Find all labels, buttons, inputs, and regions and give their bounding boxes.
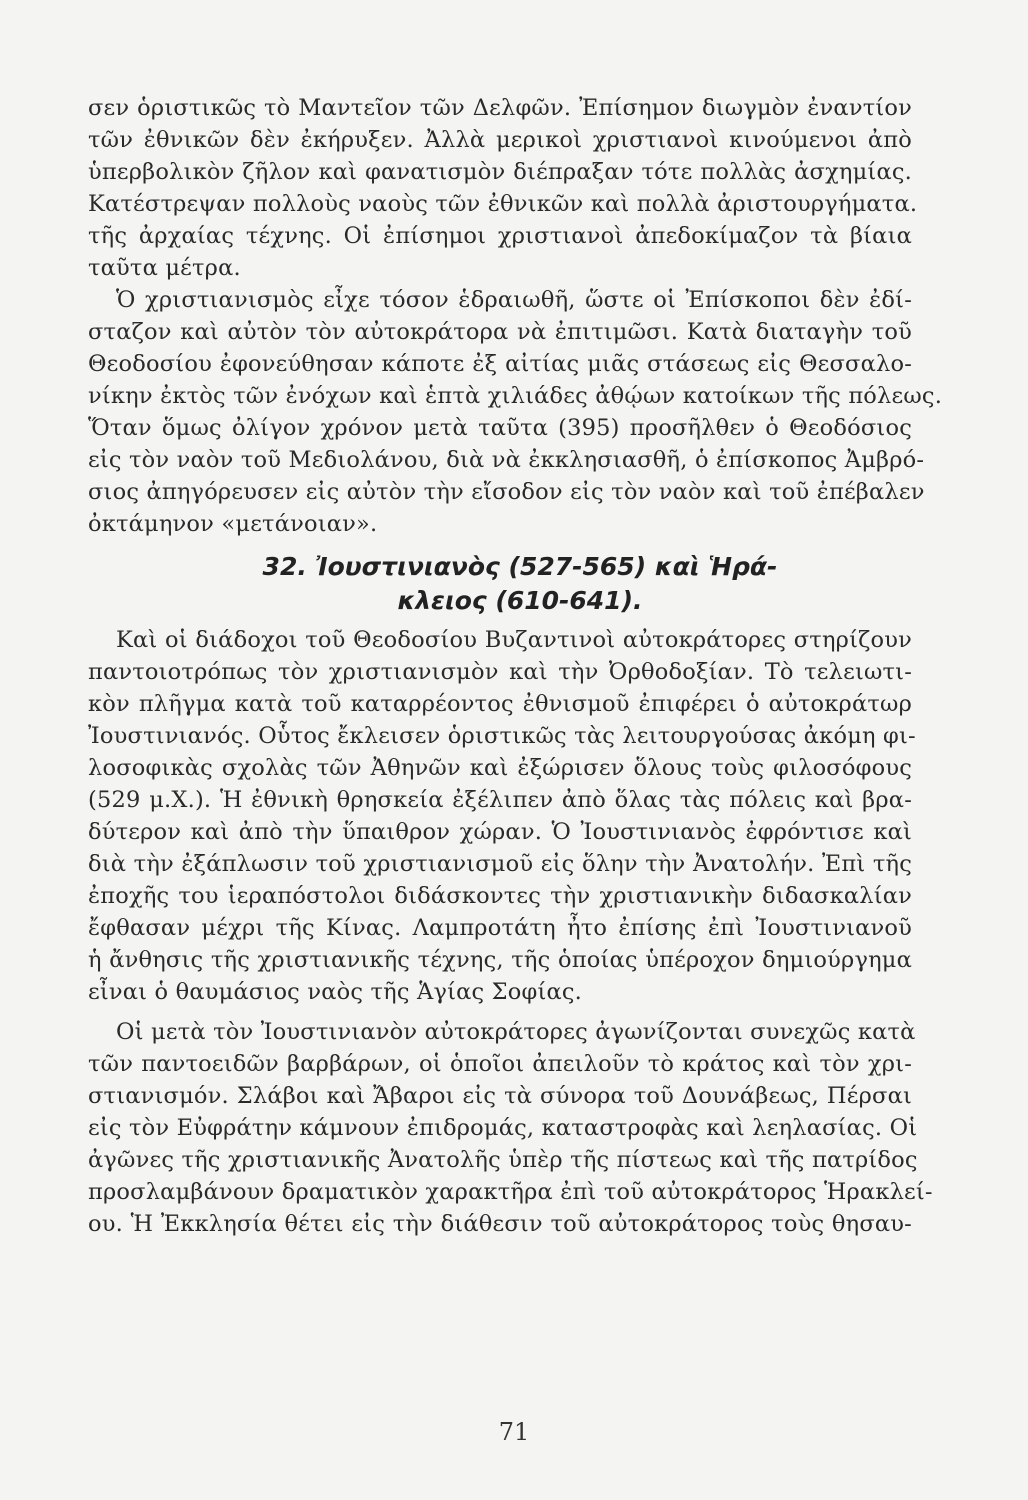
text-line: ὀκτάμηνον «μετάνοιαν». (88, 511, 378, 537)
text-line: παντοιοτρόπως τὸν χριστιανισμὸν καὶ τὴν Ὀρθοδοξίαν. Τὸ τελειωτι- (88, 659, 912, 685)
section-heading-line: 32. Ἰουστινιανὸς (527-565) καὶ Ἡρά- (262, 552, 778, 581)
text-line: τῆς ἀρχαίας τέχνης. Οἱ ἐπίσημοι χριστιανοὶ ἀπεδοκίμαζον τὰ βίαια (88, 223, 912, 249)
text-line: διὰ τὴν ἐξάπλωσιν τοῦ χριστιανισμοῦ εἰς ὅλην τὴν Ἀνατολήν. Ἐπὶ τῆς (88, 851, 912, 877)
text-line: ἔφθασαν μέχρι τῆς Κίνας. Λαμπροτάτη ἦτο ἐπίσης ἐπὶ Ἰουστινιανοῦ (88, 915, 912, 941)
text-line: προσλαμβάνουν δραματικὸν χαρακτῆρα ἐπὶ τοῦ αὐτοκράτορος Ἡρακλεί- (88, 1179, 933, 1205)
text-line: Ἰουστινιανός. Οὗτος ἔκλεισεν ὁριστικῶς τὰς λειτουργούσας ἀκόμη φι- (88, 723, 916, 749)
text-line: εἰς τὸν ναὸν τοῦ Μεδιολάνου, διὰ νὰ ἐκκλησιασθῆ, ὁ ἐπίσκοπος Ἀμβρό- (88, 447, 925, 473)
text-line: εἶναι ὁ θαυμάσιος ναὸς τῆς Ἁγίας Σοφίας. (88, 979, 583, 1005)
text-line: κὸν πλῆγμα κατὰ τοῦ καταρρέοντος ἐθνισμοῦ ἐπιφέρει ὁ αὐτοκράτωρ (88, 691, 912, 717)
text-line: Κατέστρεψαν πολλοὺς ναοὺς τῶν ἐθνικῶν καὶ πολλὰ ἀριστουργήματα. (88, 191, 918, 217)
text-line: ἐποχῆς του ἱεραπόστολοι διδάσκοντες τὴν χριστιανικὴν διδασκαλίαν (88, 883, 912, 909)
text-line: Ὁ χριστιανισμὸς εἶχε τόσον ἑδραιωθῆ, ὥστε οἱ Ἐπίσκοποι δὲν ἐδί- (116, 287, 912, 313)
text-line: δύτερον καὶ ἀπὸ τὴν ὕπαιθρον χώραν. Ὁ Ἰουστινιανὸς ἐφρόντισε καὶ (88, 819, 912, 845)
text-line: τῶν ἐθνικῶν δὲν ἐκήρυξεν. Ἀλλὰ μερικοὶ χριστιανοὶ κινούμενοι ἀπὸ (88, 127, 912, 153)
text-line: Καὶ οἱ διάδοχοι τοῦ Θεοδοσίου Βυζαντινοὶ αὐτοκράτορες στηρίζουν (116, 627, 912, 653)
text-line: σιος ἀπηγόρευσεν εἰς αὐτὸν τὴν εἴσοδον εἰς τὸν ναὸν καὶ τοῦ ἐπέβαλεν (88, 479, 925, 505)
text-line: σταζον καὶ αὐτὸν τὸν αὐτοκράτορα νὰ ἐπιτιμῶσι. Κατὰ διαταγὴν τοῦ (88, 319, 912, 345)
paragraph-3 (88, 624, 916, 1008)
text-line: Θεοδοσίου ἐφονεύθησαν κάποτε ἐξ αἰτίας μιᾶς στάσεως εἰς Θεσσαλο- (88, 351, 912, 377)
text-line: λοσοφικὰς σχολὰς τῶν Ἀθηνῶν καὶ ἐξώρισεν ὅλους τοὺς φιλοσόφους (88, 755, 912, 781)
text-line: ἡ ἄνθησις τῆς χριστιανικῆς τέχνης, τῆς ὁποίας ὑπέροχον δημιούργημα (88, 947, 912, 973)
text-line: ταῦτα μέτρα. (88, 255, 241, 281)
section-heading (88, 550, 912, 618)
page-number: 71 (498, 1418, 530, 1446)
text-line: ου. Ἡ Ἐκκλησία θέτει εἰς τὴν διάθεσιν τοῦ αὐτοκράτορος τοὺς θησαυ- (88, 1211, 912, 1237)
text-line: εἰς τὸν Εὐφράτην κάμνουν ἐπιδρομάς, καταστροφὰς καὶ λεηλασίας. Οἱ (88, 1115, 918, 1141)
text-line: Ὅταν ὅμως ὀλίγον χρόνον μετὰ ταῦτα (395) προσῆλθεν ὁ Θεοδόσιος (88, 415, 912, 441)
text-line: τῶν παντοειδῶν βαρβάρων, οἱ ὁποῖοι ἀπειλοῦν τὸ κράτος καὶ τὸν χρι- (88, 1051, 912, 1077)
text-line: Οἱ μετὰ τὸν Ἰουστινιανὸν αὐτοκράτορες ἀγωνίζονται συνεχῶς κατὰ (116, 1019, 916, 1045)
text-line: νίκην ἐκτὸς τῶν ἐνόχων καὶ ἑπτὰ χιλιάδες ἀθῴων κατοίκων τῆς πόλεως. (88, 383, 943, 409)
book-page (88, 92, 943, 1240)
paragraph-4 (88, 1016, 933, 1240)
section-heading-line: κλειος (610-641). (397, 586, 643, 615)
text-line: σεν ὁριστικῶς τὸ Μαντεῖον τῶν Δελφῶν. Ἐπίσημον διωγμὸν ἐναντίον (88, 95, 912, 121)
text-line: στιανισμόν. Σλάβοι καὶ Ἄβαροι εἰς τὰ σύνορα τοῦ Δουνάβεως, Πέρσαι (88, 1083, 912, 1109)
text-line: ὑπερβολικὸν ζῆλον καὶ φανατισμὸν διέπραξαν τότε πολλὰς ἀσχημίας. (88, 159, 912, 185)
text-line: ἀγῶνες τῆς χριστιανικῆς Ἀνατολῆς ὑπὲρ τῆς πίστεως καὶ τῆς πατρίδος (88, 1147, 918, 1173)
paragraph-1 (88, 92, 918, 284)
paragraph-2 (88, 284, 943, 540)
text-line: (529 μ.Χ.). Ἡ ἐθνικὴ θρησκεία ἐξέλιπεν ἀπὸ ὅλας τὰς πόλεις καὶ βρα- (88, 787, 912, 813)
